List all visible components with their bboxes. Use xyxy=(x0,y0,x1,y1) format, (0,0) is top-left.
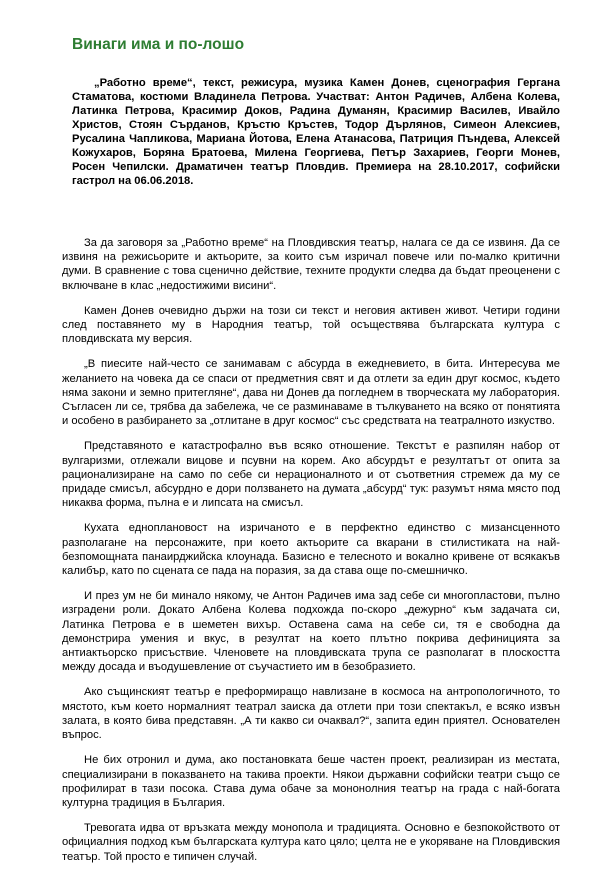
paragraph: И през ум не би минало някому, че Антон Радичев има зад себе си многопластови, пълно изградени роли. Докато Албена Колева подхожда по-скоро „дежурно“ към задачата си, Латинка Петрова е в шеметен вихър. Оставена сама на себе си, тя е свободна да демонстрира умения и вкус, в резултат на което плътно покрива дефиницията за антиактьорско присъствие. Членовете на пловдивската трупа се разполагат в плоскостта между досада и въодушевление от съучастието им в безобразието. xyxy=(62,590,560,674)
paragraph: „В пиесите най-често се занимавам с абсурда в ежедневието, в бита. Интересува ме желанието на човека да се спаси от предметния свят и да отлети за един друг космос, където няма закони и земно притегляне“, дава ни Донев да погледнем в творческата му лаборатория. Съгласен ли се, трябва да забележа, че се разминаваме в тълкуването на всяко от понятията и особено в разбирането за „отлитане в друг космос“ със средствата на театралното изкуство. xyxy=(62,358,560,428)
paragraph: За да заговоря за „Работно време“ на Пловдивския театър, налага се да се извиня. Да се извиня на режисьорите и актьорите, за които съм изричал повече или по-малко критични думи. В сравнение с това сценично действие, техните продукти следва да бъдат преоценени с включване в клас „недостижими висини“. xyxy=(62,237,560,292)
paragraph: Не бих отронил и дума, ако постановката беше частен проект, реализиран из местата, специализирани в показването на такива проекти. Някои държавни софийски театри също се профилират в тази посока. Става дума обаче за мононолния театър на града с най-богата културна традиция в България. xyxy=(62,754,560,809)
paragraph: Тревогата идва от връзката между монопола и традицията. Основно е безпокойството от официалния подход към българската култура като цяло; целта не е укоряване на Пловдивския театър. Той просто е типичен случай. xyxy=(62,822,560,863)
article-title: Винаги има и по-лошо xyxy=(72,36,245,53)
paragraph: Ако същинският театър е преформиращо навлизане в космоса на антропологичното, то мястото, към което нормалният театрал заиска да отлети при този спектакъл, е всяко извън залата, в която бива представян. „А ти какво си очаквал?“, запита един приятел. Основателен въпрос. xyxy=(62,686,560,742)
paragraph: Представяното е катастрофално във всяко отношение. Текстът е разпилян набор от вулгаризми, отлежали вицове и псувни на корем. Ако абсурдът е резултатът от опита за рационализиране на само по себе си нерационалното и от съответния стремеж да му се придаде смисъл, абсурдно е дори ползването на думата „абсурд“ тук: разумът няма място под никаква форма, пълна е и липсата на смисъл. xyxy=(62,440,560,510)
paragraph: Кухата едноплановост на изричаното е в перфектно единство с мизансценното разполагане на персонажите, при което актьорите са вкарани в стилистиката на най-безпомощната панаирджийска клоунада. Базисно е телесното и вокално кривене от всякакъв калибър, като по сцената се пада на поразия, за да става още по-смешничко. xyxy=(62,522,560,578)
article-body xyxy=(62,236,560,875)
production-credits: „Работно време“, текст, режисура, музика Камен Донев, сценография Гергана Стаматова, костюми Владинела Петрова. Участват: Антон Радичев, Албена Колева, Латинка Петрова, Красимир Доков, Радина Думанян, Красимир Василев, Ивайло Христов, Стоян Сърданов, Кръстю Кръстев, Тодор Дърлянов, Симеон Алексиев, Русалина Чапликова, Мариана Йотова, Елена Атанасова, Патриция Пъндева, Алексей Кожухаров, Боряна Братоева, Милена Георгиева, Петър Захариев, Георги Монев, Росен Чепилски. Драматичен театър Пловдив. Премиера на 28.10.2017, софийски гастрол на 06.06.2018. xyxy=(72,77,560,187)
paragraph: Камен Донев очевидно държи на този си текст и неговия активен живот. Четири години след поставянето му в Народния театър, той осъществява българската култура с пловдивската му версия. xyxy=(62,304,560,346)
